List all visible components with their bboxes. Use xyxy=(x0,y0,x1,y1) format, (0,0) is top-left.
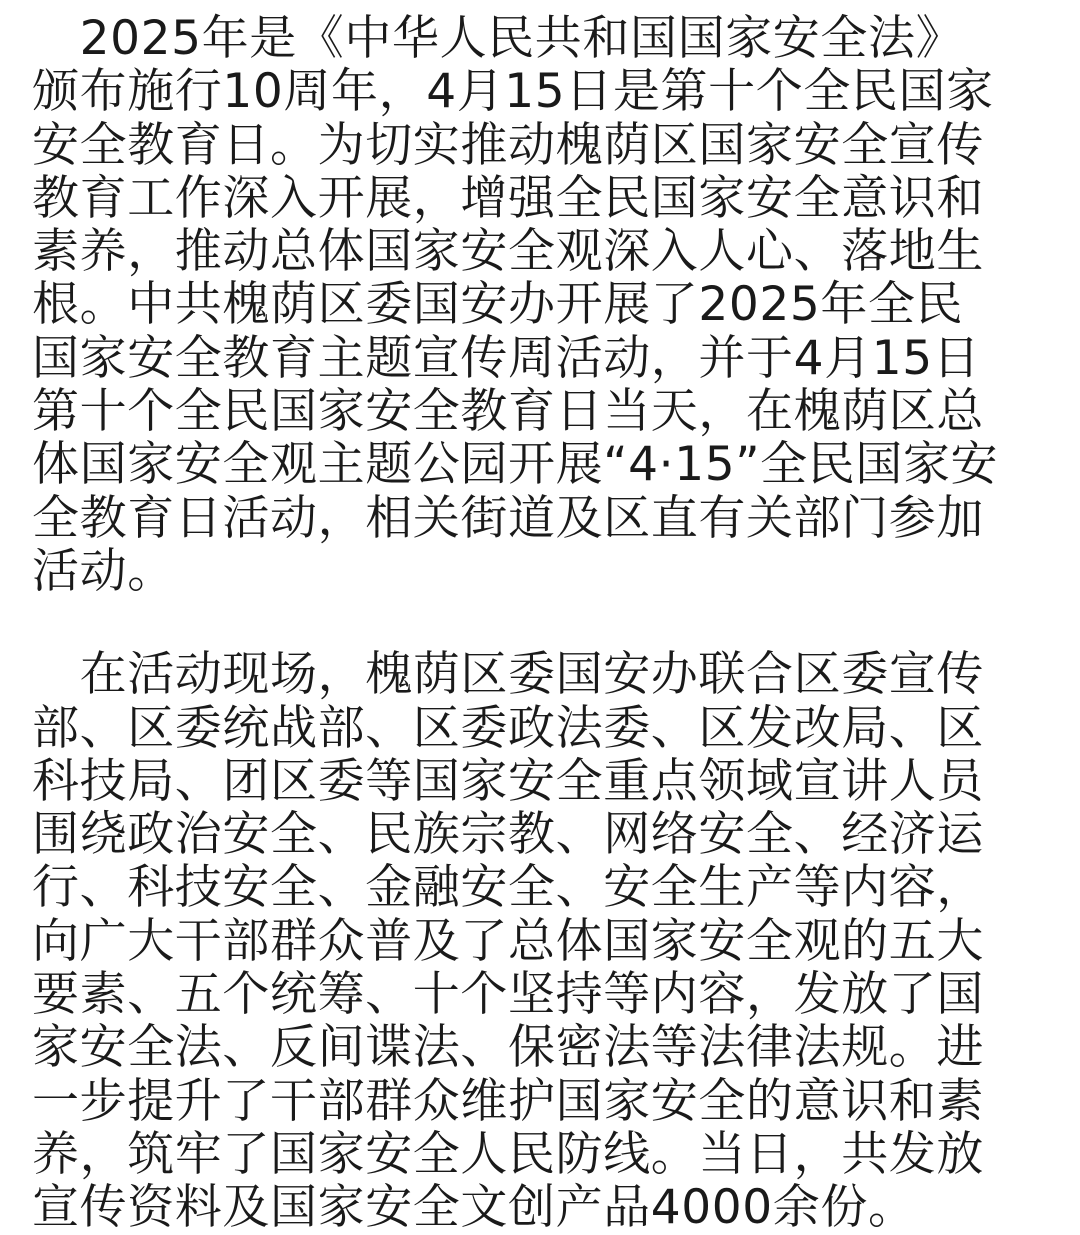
text-line: 国家安全教育主题宣传周活动，并于4月15日 xyxy=(32,330,981,386)
text-line: 科技局、团区委等国家安全重点领域宣讲人员 xyxy=(32,753,984,809)
paragraph-2 xyxy=(32,648,1052,1234)
text-line: 全教育日活动，相关街道及区直有关部门参加 xyxy=(32,490,984,546)
text-line: 家安全法、反间谍法、保密法等法律法规。进 xyxy=(32,1020,984,1076)
paragraph-1 xyxy=(32,12,1052,598)
text-line: 2025年是《中华人民共和国国家安全法》 xyxy=(32,11,964,66)
text-line: 行、科技安全、金融安全、安全生产等内容， xyxy=(32,860,984,916)
text-line: 体国家安全观主题公园开展“4·15”全民国家安 xyxy=(32,437,999,493)
text-line: 安全教育日。为切实推动槐荫区国家安全宣传 xyxy=(32,117,984,173)
text-line: 一步提升了干部群众维护国家安全的意识和素 xyxy=(32,1073,984,1129)
text-line: 第十个全民国家安全教育日当天，在槐荫区总 xyxy=(32,384,984,440)
text-line: 围绕政治安全、民族宗教、网络安全、经济运 xyxy=(32,807,984,863)
text-line: 部、区委统战部、区委政法委、区发改局、区 xyxy=(32,700,984,756)
text-line: 要素、五个统筹、十个坚持等内容，发放了国 xyxy=(32,967,984,1023)
text-line: 颁布施行10周年，4月15日是第十个全民国家 xyxy=(32,64,994,120)
text-line: 养，筑牢了国家安全人民防线。当日，共发放 xyxy=(32,1126,984,1182)
text-line: 活动。 xyxy=(32,543,175,599)
text-line: 教育工作深入开展，增强全民国家安全意识和 xyxy=(32,170,984,226)
text-line: 在活动现场，槐荫区委国安办联合区委宣传 xyxy=(32,647,984,703)
article-body xyxy=(32,12,1052,1235)
text-line: 宣传资料及国家安全文创产品4000余份。 xyxy=(32,1180,916,1235)
text-line: 素养，推动总体国家安全观深入人心、落地生 xyxy=(32,224,984,280)
text-line: 向广大干部群众普及了总体国家安全观的五大 xyxy=(32,913,984,969)
paragraph-spacer xyxy=(32,598,1052,648)
text-line: 根。中共槐荫区委国安办开展了2025年全民 xyxy=(32,277,964,333)
